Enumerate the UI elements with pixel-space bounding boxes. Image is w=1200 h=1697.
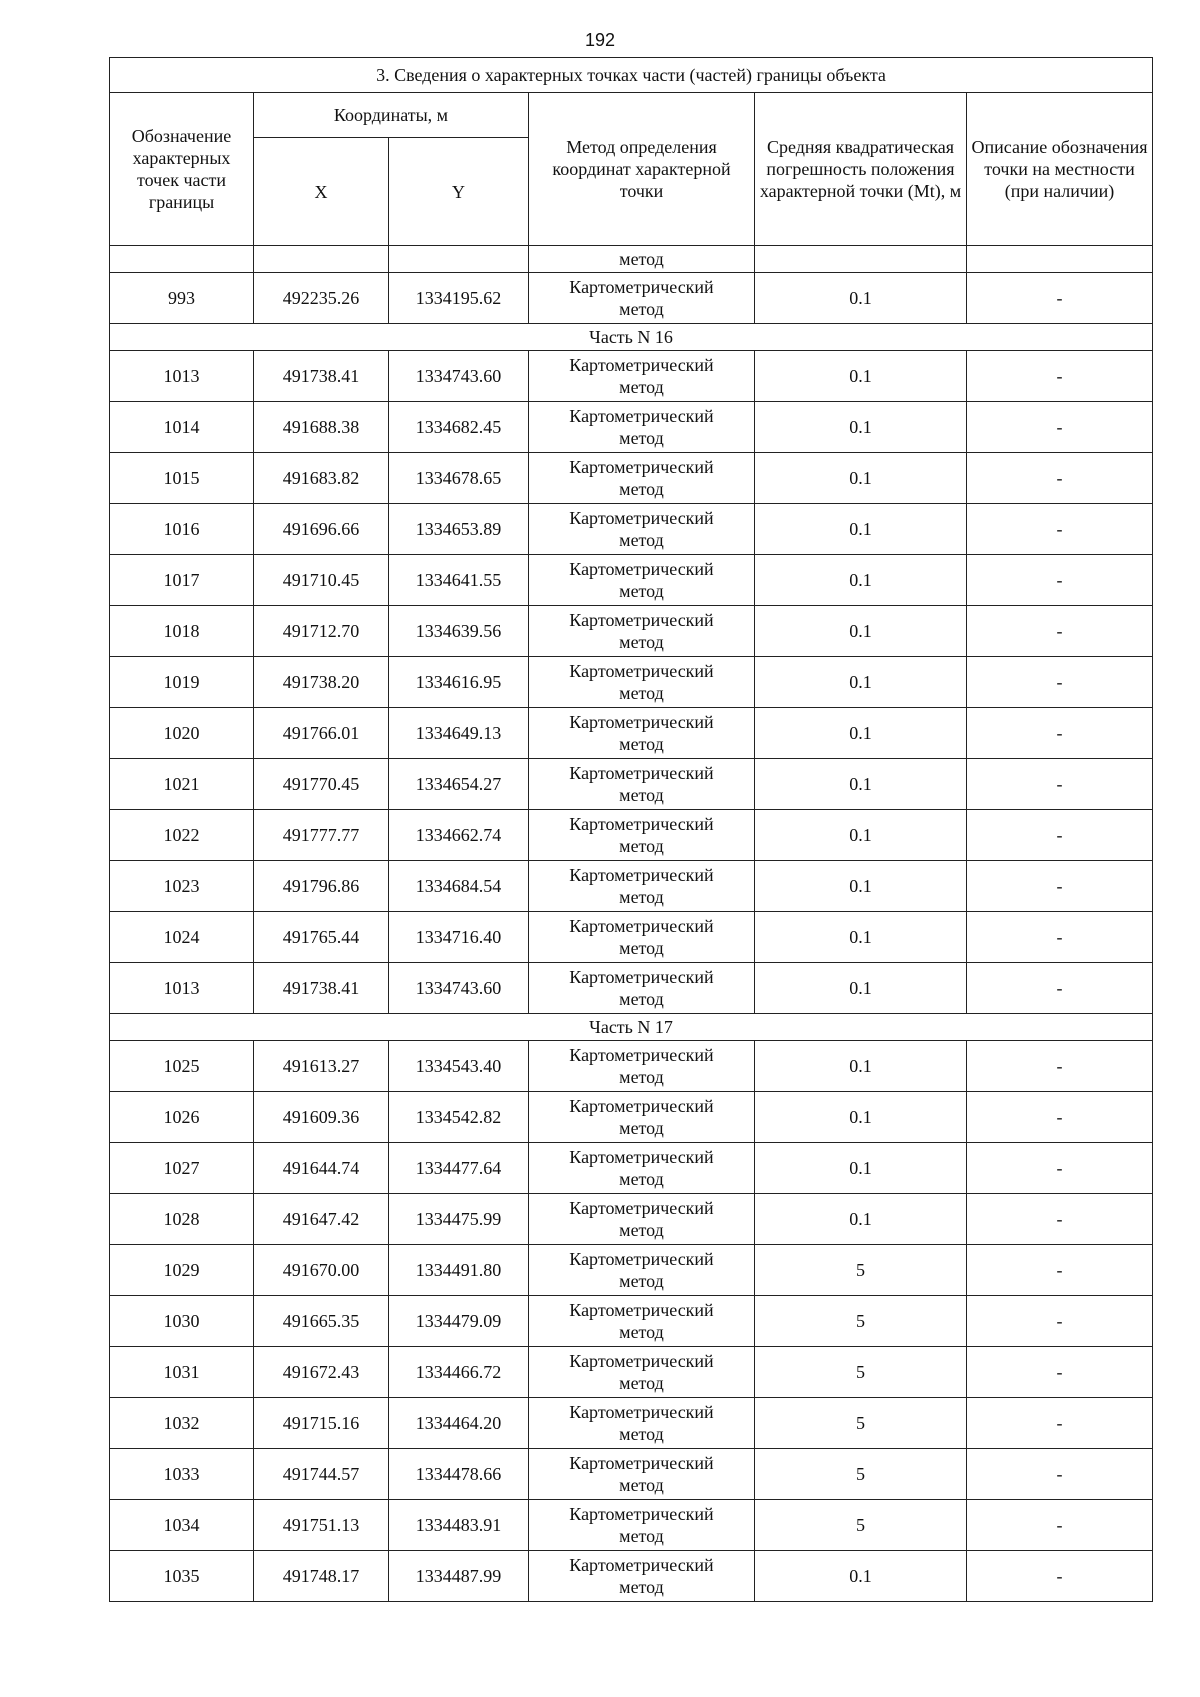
cell-method	[529, 1296, 755, 1347]
cell-point-id: 1026	[110, 1092, 254, 1143]
method-line-1: Картометрический	[569, 457, 714, 477]
cell-accuracy: 0.1	[755, 351, 967, 402]
cell-description: -	[967, 555, 1153, 606]
table-row	[110, 1143, 1153, 1194]
cell-accuracy: 0.1	[755, 657, 967, 708]
cell-accuracy: 0.1	[755, 273, 967, 324]
cell-description: -	[967, 708, 1153, 759]
cell-description: -	[967, 453, 1153, 504]
cell-y: 1334641.55	[389, 555, 529, 606]
cell-accuracy: 5	[755, 1296, 967, 1347]
table-row	[110, 1449, 1153, 1500]
method-line-2: метод	[619, 632, 664, 652]
cell-y: 1334487.99	[389, 1551, 529, 1602]
part-header-row	[110, 1014, 1153, 1041]
cell-method	[529, 606, 755, 657]
cell-y: 1334678.65	[389, 453, 529, 504]
method-line-2: метод	[619, 1475, 664, 1495]
method-line-1: Картометрический	[569, 355, 714, 375]
cell-empty	[389, 246, 529, 273]
cell-x: 491670.00	[254, 1245, 389, 1296]
cell-y: 1334743.60	[389, 351, 529, 402]
cell-y: 1334654.27	[389, 759, 529, 810]
cell-accuracy: 0.1	[755, 963, 967, 1014]
cell-y: 1334483.91	[389, 1500, 529, 1551]
cell-accuracy: 0.1	[755, 912, 967, 963]
method-line-1: Картометрический	[569, 712, 714, 732]
cell-y: 1334477.64	[389, 1143, 529, 1194]
cell-method	[529, 759, 755, 810]
cell-point-id: 1022	[110, 810, 254, 861]
table-row	[110, 1041, 1153, 1092]
method-line-2: метод	[619, 479, 664, 499]
cell-empty	[254, 246, 389, 273]
cell-description: -	[967, 1551, 1153, 1602]
cell-method	[529, 963, 755, 1014]
cell-point-id: 1031	[110, 1347, 254, 1398]
cell-x: 491696.66	[254, 504, 389, 555]
cell-y: 1334684.54	[389, 861, 529, 912]
cell-accuracy: 0.1	[755, 1143, 967, 1194]
cell-point-id: 1035	[110, 1551, 254, 1602]
method-line-2: метод	[619, 530, 664, 550]
table-row	[110, 810, 1153, 861]
cell-x: 491613.27	[254, 1041, 389, 1092]
table-row	[110, 555, 1153, 606]
method-line-1: Картометрический	[569, 865, 714, 885]
table-row	[110, 1194, 1153, 1245]
cell-y: 1334743.60	[389, 963, 529, 1014]
table-row	[110, 402, 1153, 453]
method-line-1: Картометрический	[569, 1402, 714, 1422]
page-number: 192	[584, 30, 616, 50]
cell-description: -	[967, 1143, 1153, 1194]
method-line-1: Картометрический	[569, 610, 714, 630]
cell-y: 1334662.74	[389, 810, 529, 861]
cell-x: 491796.86	[254, 861, 389, 912]
method-line-2: метод	[619, 1169, 664, 1189]
cell-method	[529, 657, 755, 708]
cell-method	[529, 1398, 755, 1449]
cell-empty	[967, 246, 1153, 273]
cell-description: -	[967, 1296, 1153, 1347]
cell-x: 491744.57	[254, 1449, 389, 1500]
table-row	[110, 1347, 1153, 1398]
cell-x: 491647.42	[254, 1194, 389, 1245]
cell-accuracy: 0.1	[755, 606, 967, 657]
cell-point-id: 993	[110, 273, 254, 324]
header-y: Y	[389, 138, 529, 246]
method-line-2: метод	[619, 1118, 664, 1138]
cell-point-id: 1024	[110, 912, 254, 963]
cell-accuracy: 0.1	[755, 1551, 967, 1602]
method-line-2: метод	[619, 581, 664, 601]
table-row	[110, 1245, 1153, 1296]
cell-method	[529, 555, 755, 606]
table-row	[110, 453, 1153, 504]
cell-description: -	[967, 1092, 1153, 1143]
method-line-1: Картометрический	[569, 916, 714, 936]
cell-point-id: 1018	[110, 606, 254, 657]
cell-accuracy: 5	[755, 1347, 967, 1398]
cell-x: 491738.41	[254, 351, 389, 402]
table-row	[110, 708, 1153, 759]
cell-point-id: 1014	[110, 402, 254, 453]
part-header-row	[110, 324, 1153, 351]
method-line-2: метод	[619, 938, 664, 958]
method-line-2: метод	[619, 1322, 664, 1342]
cell-x: 491683.82	[254, 453, 389, 504]
cell-y: 1334543.40	[389, 1041, 529, 1092]
cell-point-id: 1019	[110, 657, 254, 708]
cell-y: 1334682.45	[389, 402, 529, 453]
cell-description: -	[967, 1245, 1153, 1296]
cell-y: 1334716.40	[389, 912, 529, 963]
method-line-1: Картометрический	[569, 1198, 714, 1218]
method-line-1: Картометрический	[569, 1147, 714, 1167]
cell-y: 1334542.82	[389, 1092, 529, 1143]
cell-accuracy: 0.1	[755, 810, 967, 861]
method-line-1: Картометрический	[569, 406, 714, 426]
cell-x: 491777.77	[254, 810, 389, 861]
cell-accuracy: 5	[755, 1245, 967, 1296]
cell-description: -	[967, 912, 1153, 963]
table-body	[110, 246, 1153, 1602]
method-line-2: метод	[619, 1526, 664, 1546]
method-line-1: Картометрический	[569, 1096, 714, 1116]
cell-description: -	[967, 1500, 1153, 1551]
method-line-2: метод	[619, 1067, 664, 1087]
cell-description: -	[967, 606, 1153, 657]
method-line-1: Картометрический	[569, 1351, 714, 1371]
cell-y: 1334649.13	[389, 708, 529, 759]
header-coordinates: Координаты, м	[254, 93, 529, 138]
header-accuracy: Средняя квадратическая погрешность положения характерной точки (Mt), м	[755, 93, 967, 246]
cell-point-id: 1013	[110, 963, 254, 1014]
cell-y: 1334491.80	[389, 1245, 529, 1296]
cell-accuracy: 0.1	[755, 453, 967, 504]
method-line-1: Картометрический	[569, 661, 714, 681]
cell-method	[529, 1041, 755, 1092]
cell-method	[529, 1194, 755, 1245]
cell-description: -	[967, 351, 1153, 402]
cell-point-id: 1025	[110, 1041, 254, 1092]
cell-x: 492235.26	[254, 273, 389, 324]
cell-method	[529, 1143, 755, 1194]
cell-y: 1334639.56	[389, 606, 529, 657]
cell-accuracy: 0.1	[755, 1041, 967, 1092]
cell-description: -	[967, 504, 1153, 555]
cell-description: -	[967, 1041, 1153, 1092]
table-row	[110, 861, 1153, 912]
cell-point-id: 1027	[110, 1143, 254, 1194]
method-line-2: метод	[619, 734, 664, 754]
cell-method	[529, 708, 755, 759]
part-label: Часть N 16	[110, 324, 1153, 351]
table-title-row	[110, 58, 1153, 93]
continuation-row	[110, 246, 1153, 273]
cell-point-id: 1032	[110, 1398, 254, 1449]
method-line-1: Картометрический	[569, 1453, 714, 1473]
cell-point-id: 1013	[110, 351, 254, 402]
method-line-2: метод	[619, 887, 664, 907]
method-line-1: Картометрический	[569, 559, 714, 579]
method-line-2: метод	[619, 1577, 664, 1597]
cell-point-id: 1015	[110, 453, 254, 504]
method-line-1: Картометрический	[569, 1300, 714, 1320]
method-line-2: метод	[619, 683, 664, 703]
points-table	[109, 57, 1153, 1602]
method-line-1: Картометрический	[569, 763, 714, 783]
cell-x: 491688.38	[254, 402, 389, 453]
cell-method	[529, 273, 755, 324]
cell-description: -	[967, 273, 1153, 324]
cell-method	[529, 402, 755, 453]
table-row	[110, 1092, 1153, 1143]
method-line-2: метод	[619, 1220, 664, 1240]
method-line-2: метод	[619, 1373, 664, 1393]
method-line-2: метод	[619, 785, 664, 805]
cell-point-id: 1034	[110, 1500, 254, 1551]
cell-y: 1334195.62	[389, 273, 529, 324]
table-row	[110, 759, 1153, 810]
method-line-1: Картометрический	[569, 1504, 714, 1524]
cell-description: -	[967, 1347, 1153, 1398]
cell-empty	[755, 246, 967, 273]
method-line-1: Картометрический	[569, 814, 714, 834]
table-row	[110, 657, 1153, 708]
method-line-2: метод	[619, 377, 664, 397]
cell-method	[529, 1551, 755, 1602]
cell-point-id: 1029	[110, 1245, 254, 1296]
cell-accuracy: 0.1	[755, 504, 967, 555]
cell-point-id: 1017	[110, 555, 254, 606]
cell-method	[529, 912, 755, 963]
cell-accuracy: 0.1	[755, 861, 967, 912]
cell-method	[529, 1092, 755, 1143]
table-row	[110, 1551, 1153, 1602]
method-line-2: метод	[619, 1271, 664, 1291]
cell-accuracy: 0.1	[755, 1194, 967, 1245]
header-row-1	[110, 93, 1153, 138]
cell-x: 491748.17	[254, 1551, 389, 1602]
cell-point-id: 1021	[110, 759, 254, 810]
header-point-designation: Обозначение характерных точек части границы	[110, 93, 254, 246]
cell-accuracy: 5	[755, 1449, 967, 1500]
cell-empty	[110, 246, 254, 273]
cell-point-id: 1028	[110, 1194, 254, 1245]
cell-accuracy: 0.1	[755, 402, 967, 453]
table-row	[110, 1296, 1153, 1347]
cell-accuracy: 5	[755, 1500, 967, 1551]
cell-x: 491609.36	[254, 1092, 389, 1143]
cell-y: 1334479.09	[389, 1296, 529, 1347]
cell-y: 1334478.66	[389, 1449, 529, 1500]
cell-method	[529, 1347, 755, 1398]
cell-method	[529, 504, 755, 555]
header-method: Метод определения координат характерной точки	[529, 93, 755, 246]
cell-description: -	[967, 1449, 1153, 1500]
cell-accuracy: 5	[755, 1398, 967, 1449]
table-row	[110, 963, 1153, 1014]
cell-point-id: 1020	[110, 708, 254, 759]
cell-point-id: 1023	[110, 861, 254, 912]
cell-description: -	[967, 861, 1153, 912]
method-line-2: метод	[619, 836, 664, 856]
method-line-2: метод	[619, 1424, 664, 1444]
cell-method	[529, 351, 755, 402]
cell-x: 491765.44	[254, 912, 389, 963]
cell-description: -	[967, 963, 1153, 1014]
cell-description: -	[967, 1398, 1153, 1449]
table-row	[110, 273, 1153, 324]
method-line-1: Картометрический	[569, 967, 714, 987]
method-line-1: Картометрический	[569, 277, 714, 297]
table-title: 3. Сведения о характерных точках части (частей) границы объекта	[110, 58, 1153, 93]
cell-y: 1334475.99	[389, 1194, 529, 1245]
cell-accuracy: 0.1	[755, 1092, 967, 1143]
cell-x: 491644.74	[254, 1143, 389, 1194]
cell-x: 491672.43	[254, 1347, 389, 1398]
method-line-1: Картометрический	[569, 1249, 714, 1269]
table-row	[110, 504, 1153, 555]
cell-x: 491665.35	[254, 1296, 389, 1347]
cell-y: 1334653.89	[389, 504, 529, 555]
cell-description: -	[967, 810, 1153, 861]
method-line-2: метод	[619, 989, 664, 1009]
cell-method	[529, 1245, 755, 1296]
method-line-2: метод	[619, 299, 664, 319]
cell-x: 491738.20	[254, 657, 389, 708]
table-row	[110, 1500, 1153, 1551]
cell-method	[529, 1449, 755, 1500]
cell-y: 1334616.95	[389, 657, 529, 708]
method-line-1: Картометрический	[569, 508, 714, 528]
cell-method	[529, 810, 755, 861]
cell-y: 1334466.72	[389, 1347, 529, 1398]
cell-y: 1334464.20	[389, 1398, 529, 1449]
cell-method	[529, 453, 755, 504]
cell-x: 491710.45	[254, 555, 389, 606]
cell-point-id: 1016	[110, 504, 254, 555]
continuation-method: метод	[529, 246, 755, 273]
cell-x: 491766.01	[254, 708, 389, 759]
cell-method	[529, 861, 755, 912]
cell-x: 491770.45	[254, 759, 389, 810]
table-row	[110, 912, 1153, 963]
cell-method	[529, 1500, 755, 1551]
cell-point-id: 1030	[110, 1296, 254, 1347]
cell-x: 491738.41	[254, 963, 389, 1014]
cell-description: -	[967, 402, 1153, 453]
cell-description: -	[967, 1194, 1153, 1245]
cell-point-id: 1033	[110, 1449, 254, 1500]
method-line-1: Картометрический	[569, 1555, 714, 1575]
cell-x: 491712.70	[254, 606, 389, 657]
table-row	[110, 606, 1153, 657]
cell-x: 491751.13	[254, 1500, 389, 1551]
part-label: Часть N 17	[110, 1014, 1153, 1041]
cell-x: 491715.16	[254, 1398, 389, 1449]
cell-accuracy: 0.1	[755, 555, 967, 606]
cell-accuracy: 0.1	[755, 708, 967, 759]
method-line-2: метод	[619, 428, 664, 448]
table-row	[110, 351, 1153, 402]
table-row	[110, 1398, 1153, 1449]
header-description: Описание обозначения точки на местности (при наличии)	[967, 93, 1153, 246]
cell-description: -	[967, 759, 1153, 810]
header-x: X	[254, 138, 389, 246]
cell-description: -	[967, 657, 1153, 708]
method-line-1: Картометрический	[569, 1045, 714, 1065]
cell-accuracy: 0.1	[755, 759, 967, 810]
